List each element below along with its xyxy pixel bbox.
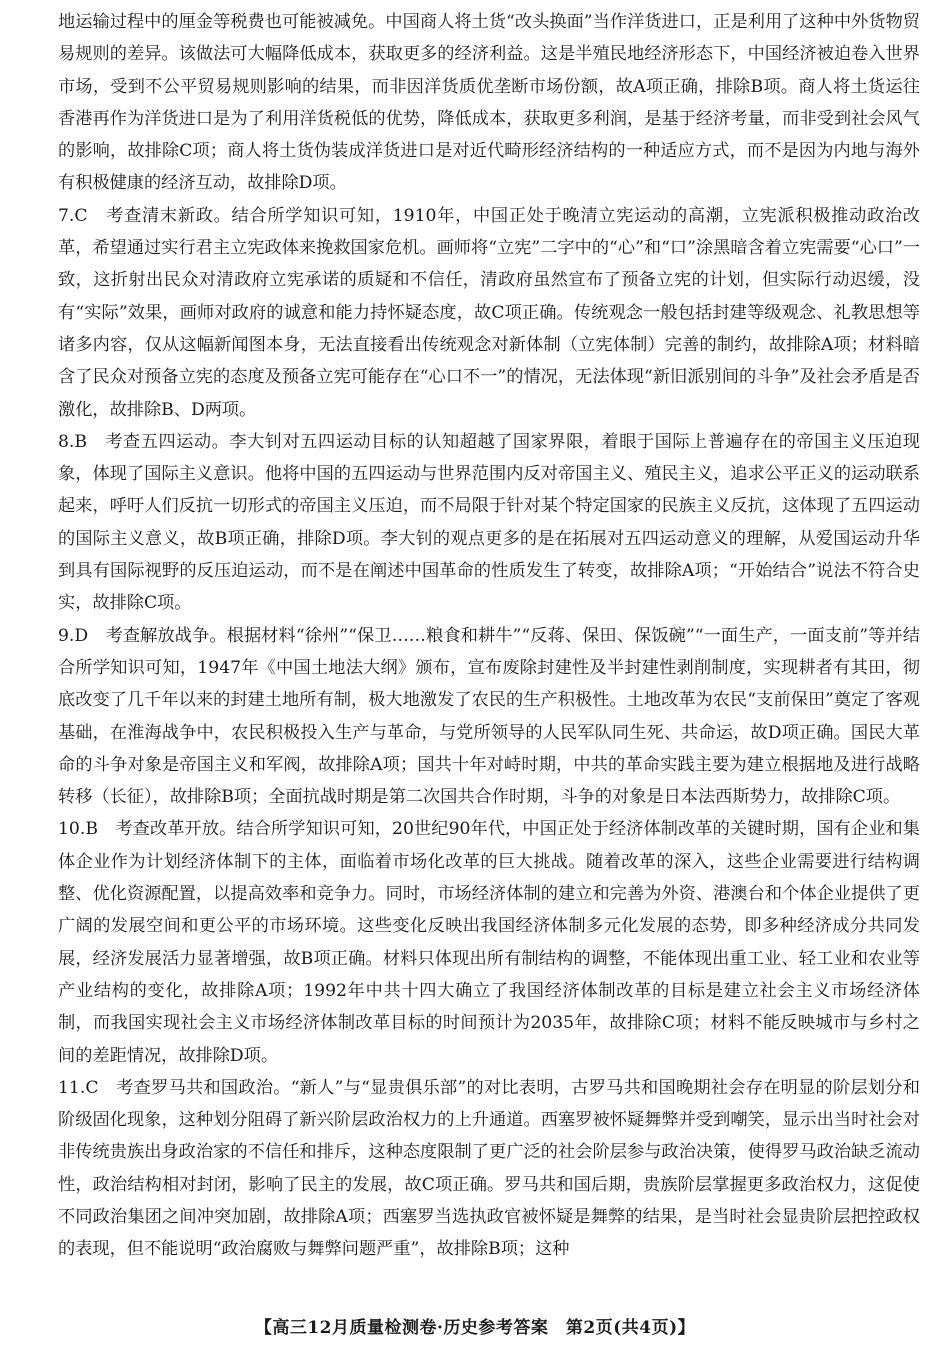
item-explanation: 考查罗马共和国政治。“新人”与“显贵俱乐部”的对比表明，古罗马共和国晚期社会存在明显的阶层划分和阶级固化现象，这种划分阻碍了新兴阶层政治权力的上升通道。西塞罗被怀疑舞弊并受到嘲笑，显示出当时社会对非传统贵族出身政治家的不信任和排斥，这种态度限制了更广泛的社会阶层参与政治决策，使得罗马政治缺乏流动性，政治结构相对封闭，影响了民主的发展，故C项正确。罗马共和国后期，贵族阶层掌握更多政治权力，这促使不同政治集团之间冲突加剧，故排除A项；西塞罗当选执政官被怀疑是舞弊的结果，是当时社会显贵阶层把控政权的表现，但不能说明“政治腐败与舞弊问题严重”，故排除B项；这种 [58,1077,920,1260]
answer-item-10 [58,813,920,1071]
item-answer: B [85,819,98,840]
item-answer: C [85,1077,99,1098]
item-answer: D [74,625,89,646]
item-number: 7. [58,205,75,226]
item-explanation: 考查五四运动。李大钊对五四运动目标的认知超越了国家界限，着眼于国际上普遍存在的帝国主义压迫现象，体现了国际主义意识。他将中国的五四运动与世界范围内反对帝国主义、殖民主义，追求公平正义的运动联系起来，呼吁人们反抗一切形式的帝国主义压迫，而不局限于针对某个特定国家的民族主义反抗，这体现了五四运动的国际主义意义，故B项正确，排除D项。李大钊的观点更多的是在拓展对五四运动意义的理解，从爱国运动升华到具有国际视野的反压迫运动，而不是在阐述中国革命的性质发生了转变，故排除A项；“开始结合”说法不符合史实，故排除C项。 [58,431,920,614]
item-explanation: 考查清末新政。结合所学知识可知，1910年，中国正处于晚清立宪运动的高潮，立宪派积极推动政治改革，希望通过实行君主立宪政体来挽救国家危机。画师将“立宪”二字中的“心”和“口”涂黑暗含着立宪需要“心口”一致，这折射出民众对清政府立宪承诺的质疑和不信任，清政府虽然宣布了预备立宪的计划，但实际行动迟缓，没有“实际”效果，画师对政府的诚意和能力持怀疑态度，故C项正确。传统观念一般包括封建等级观念、礼教思想等诸多内容，仅从这幅新闻图本身，无法直接看出传统观念对新体制（立宪体制）完善的制约，故排除A项；材料暗含了民众对预备立宪的态度及预备立宪可能存在“心口不一”的情况，无法体现“新旧派别间的斗争”及社会矛盾是否激化，故排除B、D两项。 [58,205,920,420]
answer-list [58,200,920,1266]
item-explanation: 考查改革开放。结合所学知识可知，20世纪90年代，中国正处于经济体制改革的关键时期，国有企业和集体企业作为计划经济体制下的主体，面临着市场化改革的巨大挑战。随着改革的深入，这些企业需要进行结构调整、优化资源配置，以提高效率和竞争力。同时，市场经济体制的建立和完善为外资、港澳台和个体企业提供了更广阔的发展空间和更公平的市场环境。这些变化反映出我国经济体制多元化发展的态势，即多种经济成分共同发展，经济发展活力显著增强，故B项正确。材料只体现出所有制结构的调整，不能体现出重工业、轻工业和农业等产业结构的变化，故排除A项；1992年中共十四大确立了我国经济体制改革的目标是建立社会主义市场经济体制，而我国实现社会主义市场经济体制改革目标的时间预计为2035年，故排除C项；材料不能反映城市与乡村之间的差距情况，故排除D项。 [58,819,920,1066]
item-answer: B [74,431,88,452]
answer-item-9 [58,620,920,814]
answer-item-7 [58,200,920,426]
item-number: 8. [58,431,75,452]
item-answer: C [74,205,88,226]
answer-item-11 [58,1072,920,1266]
item-explanation: 考查解放战争。根据材料“徐州”“保卫……粮食和耕牛”“反蒋、保田、保饭碗”“一面生产，一面支前”等并结合所学知识可知，1947年《中国土地法大纲》颁布，宣布废除封建性及半封建性剥削制度，实现耕者有其田，彻底改变了几千年以来的封建土地所有制，极大地激发了农民的生产积极性。土地改革为农民“支前保田”奠定了客观基础，在淮海战争中，农民积极投入生产与革命，与党所领导的人民军队同生死、共命运，故D项正确。国民大革命的斗争对象是帝国主义和军阀，故排除A项；国共十年对峙时期，中共的革命实践主要为建立根据地及进行战略转移（长征），故排除B项；全面抗战时期是第二次国共合作时期，斗争的对象是日本法西斯势力，故排除C项。 [58,625,920,808]
intro-paragraph: 地运输过程中的厘金等税费也可能被减免。中国商人将土货“改头换面”当作洋货进口，正是利用了这种中外货物贸易规则的差异。该做法可大幅降低成本，获取更多的经济利益。这是半殖民地经济形态下，中国经济被迫卷入世界市场，受到不公平贸易规则影响的结果，而非因洋货质优垄断市场份额，故A项正确，排除B项。商人将土货运往香港再作为洋货进口是为了利用洋货税低的优势，降低成本，获取更多利润，是基于经济考量，而非受到社会风气的影响，故排除C项；商人将土货伪装成洋货进口是对近代畸形经济结构的一种适应方式，而不是因为内地与海外有积极健康的经济互动，故排除D项。 [58,12,920,194]
item-number: 9. [58,625,75,646]
item-number: 11. [58,1077,86,1098]
item-number: 10. [58,819,86,840]
page-footer: 【高三12月质量检测卷·历史参考答案 第2页(共4页)】 [254,1318,696,1338]
answer-item-8 [58,426,920,620]
